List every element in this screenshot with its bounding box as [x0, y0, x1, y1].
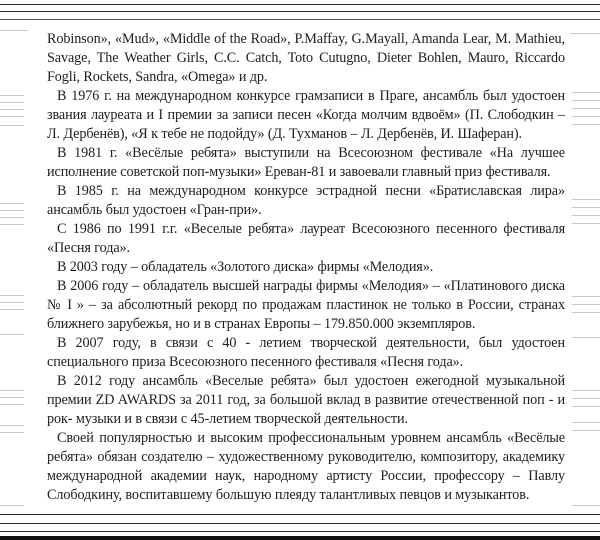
- paragraph-artists-list: Robinson», «Mud», «Middle of the Road», P.Maffay, G.Mayall, Amanda Lear, M. Mathieu, Savage, The Weather Girls, C.C. Catch, Toto Cutugno, Dieter Bohlen, Mauro, Riccardo Fogli, Rockets, Sandra, «Omega» и др.: [47, 31, 565, 85]
- paragraph-1976: В 1976 г. на международном конкурсе грамзаписи в Праге, ансамбль был удостоен звания лауреата и I премии за записи песен «Когда молчим вдвоём» (П. Слободкин – Л. Дербенёв), «Я к тебе не подойду» (Д. Тухманов – Л. Дербенёв, И. Шаферан).: [47, 88, 565, 142]
- top-rule-3: [0, 19, 600, 20]
- paragraph-1985: В 1985 г. на международном конкурсе эстрадной песни «Братиславская лира» ансамбль был удостоен «Гран-при».: [47, 183, 565, 218]
- top-rule-2: [0, 11, 600, 12]
- paragraph-2003: В 2003 году – обладатель «Золотого диска» фирмы «Мелодия».: [57, 259, 434, 275]
- paragraph-founder: Своей популярностью и высоким профессиональным уровнем ансамбль «Весёлые ребята» обязан создателю – художественному руководителю, композитору, академику международной академии наук, народному артисту России, профессору – Павлу Слободкину, воспитавшему большую плеяду талантливых певцов и музыкантов.: [47, 430, 565, 503]
- paragraph-1981: В 1981 г. «Весёлые ребята» выступили на Всесоюзном фестивале «На лучшее исполнение советской поп-музыки» Ереван-81 и завоевали главный приз фестиваля.: [47, 145, 565, 180]
- bottom-rule-3: [0, 531, 600, 532]
- bottom-edge: [0, 536, 600, 540]
- paragraph-2006: В 2006 году – обладатель высшей награды фирмы «Мелодия» – «Платинового диска № I » – за абсолютный рекорд по продажам пластинок не только в России, странах ближнего зарубежья, но и в странах Европы – 179.850.000 экземпляров.: [47, 278, 565, 332]
- body-text: [47, 30, 565, 505]
- paragraph-2007: В 2007 году, в связи с 40 - летием творческой деятельности, был удостоен специального приза Всесоюзного песенного фестиваля «Песня года».: [47, 335, 565, 370]
- paragraph-2012: В 2012 году ансамбль «Веселые ребята» был удостоен ежегодной музыкальной премии ZD AWARDS за 2011 год, за большой вклад в развитие отечественной поп - и рок- музыки и в связи с 45-летием творческой деятельности.: [47, 373, 565, 427]
- paragraph-1986-1991: С 1986 по 1991 г.г. «Веселые ребята» лауреат Всесоюзного песенного фестиваля «Песня года».: [47, 221, 565, 256]
- bottom-rule-2: [0, 523, 600, 524]
- bottom-rule-1: [0, 514, 600, 515]
- top-rule-1: [0, 4, 600, 5]
